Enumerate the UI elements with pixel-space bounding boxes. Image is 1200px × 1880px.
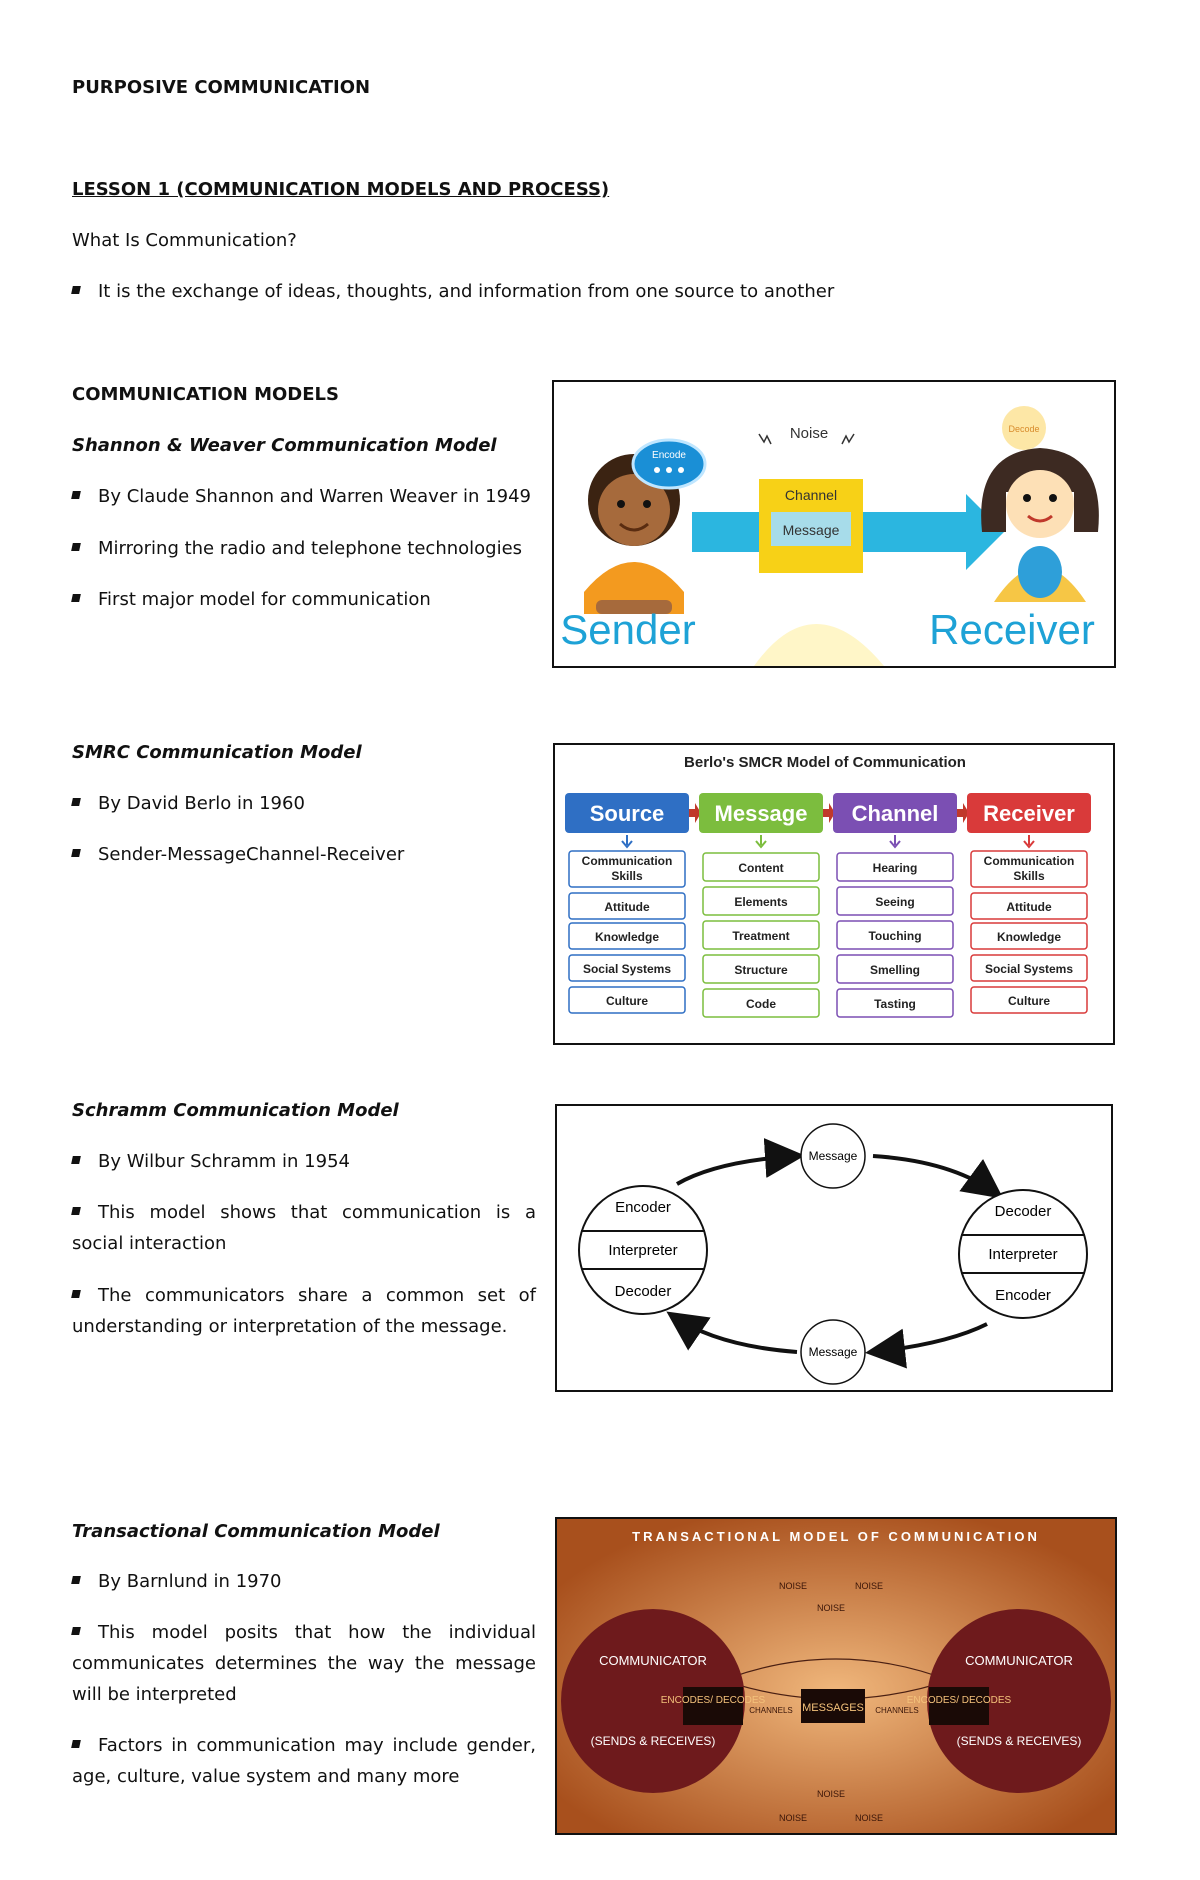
shannon-bullet-1: By Claude Shannon and Warren Weaver in 1949	[72, 485, 531, 509]
message-label: Message	[782, 522, 840, 538]
noise-label-1: NOISE	[778, 1581, 808, 1591]
document-title: PURPOSIVE COMMUNICATION	[72, 77, 371, 98]
schramm-bullet-1: By Wilbur Schramm in 1954	[72, 1150, 350, 1174]
arrow-to-encoder	[673, 1316, 797, 1352]
smcr-item-label: Touching	[868, 929, 922, 943]
right-interpreter-label: Interpreter	[988, 1246, 1058, 1263]
bullet-icon	[71, 1156, 81, 1164]
definition-bullet	[72, 280, 834, 304]
schramm-title: Schramm Communication Model	[72, 1100, 399, 1121]
decode-label: Decode	[1008, 424, 1040, 434]
smcr-down-arrow-icon	[890, 835, 900, 847]
smcr-item-label: Content	[738, 861, 784, 875]
shannon-bullet-3: First major model for communication	[72, 588, 431, 612]
shannon-bullet-2: Mirroring the radio and telephone technologies	[72, 537, 522, 561]
smcr-item-label: Hearing	[872, 861, 918, 875]
smcr-down-arrow-icon	[756, 835, 766, 847]
definition-text: It is the exchange of ideas, thoughts, and information from one source to another	[98, 281, 835, 302]
transactional-diagram	[557, 1519, 1115, 1833]
smcr-figure-title: Berlo's SMCR Model of Communication	[684, 754, 966, 771]
left-encoder-label: Encoder	[615, 1199, 671, 1216]
smcr-item-label: Elements	[734, 895, 788, 909]
shannon-figure	[552, 380, 1116, 668]
left-encodes-box	[683, 1687, 743, 1725]
right-encodes-box	[929, 1687, 989, 1725]
bullet-icon	[71, 1290, 81, 1298]
noise-label: Noise	[789, 425, 829, 442]
message-top-label: Message	[808, 1149, 858, 1163]
smcr-item-label: Treatment	[732, 929, 790, 943]
smcr-item-label: Knowledge	[996, 930, 1062, 944]
smcr-header-label: Source	[589, 801, 665, 826]
question-text: What Is Communication?	[72, 230, 297, 251]
schramm-bullet-2: This model shows that communication is a social interaction	[72, 1202, 536, 1254]
bullet-icon	[71, 286, 81, 294]
smcr-item-label: Skills	[611, 869, 643, 883]
sender-label: Sender	[560, 606, 696, 653]
receiver-illustration	[981, 406, 1099, 602]
message-bottom-label: Message	[808, 1345, 858, 1359]
bullet-icon	[71, 594, 81, 602]
smcr-bullet-1: By David Berlo in 1960	[72, 792, 305, 816]
channel-label: Channel	[784, 487, 838, 503]
bullet-icon	[71, 1207, 81, 1215]
bullet-icon	[71, 1627, 81, 1635]
transactional-figure-title: TRANSACTIONAL MODEL OF COMMUNICATION	[632, 1529, 1040, 1544]
smcr-item-label: Seeing	[875, 895, 915, 909]
left-communicator	[579, 1186, 707, 1314]
left-decoder-label: Decoder	[614, 1283, 672, 1300]
smcr-item-label: Culture	[606, 994, 648, 1008]
bullet-icon	[71, 491, 81, 499]
smcr-bullet-2: Sender-MessageChannel-Receiver	[72, 843, 404, 867]
smcr-column-channel	[833, 793, 969, 1017]
smcr-item-label: Culture	[1008, 994, 1050, 1008]
right-encodes-label: ENCODES/ DECODES	[906, 1695, 1012, 1706]
smcr-diagram	[555, 745, 1113, 1043]
smcr-item-label: Communication	[581, 854, 673, 868]
arrow-to-top-message	[677, 1156, 797, 1184]
smcr-column-source	[565, 793, 701, 1013]
right-decoder-label: Decoder	[994, 1203, 1052, 1220]
right-communicator-label: COMMUNICATOR	[965, 1653, 1073, 1668]
right-sends-label: (SENDS & RECEIVES)	[956, 1734, 1082, 1748]
bullet-icon	[71, 543, 81, 551]
transactional-bullet-1: By Barnlund in 1970	[72, 1570, 282, 1594]
noise-label-2: NOISE	[854, 1581, 884, 1591]
smcr-item-label: Social Systems	[984, 962, 1074, 976]
schramm-bullet-3: The communicators share a common set of understanding or interpretation of the message.	[72, 1285, 536, 1337]
bullet-icon	[71, 1740, 81, 1748]
smcr-item-label: Structure	[734, 963, 788, 977]
noise-label-4: NOISE	[816, 1789, 846, 1799]
smcr-column-receiver	[967, 793, 1091, 1013]
shannon-diagram	[554, 382, 1114, 666]
bullet-icon	[71, 1576, 81, 1584]
transactional-title: Transactional Communication Model	[72, 1521, 440, 1542]
noise-label-3: NOISE	[816, 1603, 846, 1613]
smcr-header-label: Channel	[851, 801, 939, 826]
noise-label-5: NOISE	[778, 1813, 808, 1823]
left-interpreter-label: Interpreter	[608, 1242, 678, 1259]
receiver-label: Receiver	[929, 606, 1095, 653]
right-channels-label: CHANNELS	[875, 1706, 919, 1715]
transactional-bullet-3: Factors in communication may include gender, age, culture, value system and many more	[72, 1735, 536, 1787]
smcr-item-label: Attitude	[1006, 900, 1052, 914]
left-communicator-label: COMMUNICATOR	[599, 1653, 707, 1668]
smcr-down-arrow-icon	[622, 835, 632, 847]
left-sends-label: (SENDS & RECEIVES)	[590, 1734, 716, 1748]
smcr-item-label: Skills	[1013, 869, 1045, 883]
smcr-figure	[553, 743, 1115, 1045]
schramm-figure	[555, 1104, 1113, 1392]
arrow-to-decoder	[873, 1156, 997, 1194]
smcr-title: SMRC Communication Model	[72, 742, 362, 763]
messages-label: MESSAGES	[802, 1702, 864, 1714]
smcr-item-label: Knowledge	[594, 930, 660, 944]
bullet-icon	[71, 849, 81, 857]
schramm-diagram	[557, 1106, 1111, 1390]
right-encoder-label: Encoder	[995, 1287, 1051, 1304]
smcr-header-label: Receiver	[983, 801, 1075, 826]
smcr-item-label: Tasting	[874, 997, 916, 1011]
smcr-item-label: Code	[746, 997, 776, 1011]
smcr-item-label: Social Systems	[582, 962, 672, 976]
transactional-figure	[555, 1517, 1117, 1835]
smcr-item-label: Attitude	[604, 900, 650, 914]
smcr-column-message	[699, 793, 835, 1017]
shannon-title: Shannon & Weaver Communication Model	[72, 435, 497, 456]
left-channels-label: CHANNELS	[749, 1706, 793, 1715]
models-heading: COMMUNICATION MODELS	[72, 384, 339, 405]
arrow-to-bottom-message	[873, 1324, 987, 1352]
encode-label: Encode	[652, 450, 686, 461]
smcr-item-label: Communication	[983, 854, 1075, 868]
right-communicator	[959, 1190, 1087, 1318]
encode-bubble	[633, 440, 705, 488]
lesson-heading: LESSON 1 (COMMUNICATION MODELS AND PROCESS)	[72, 179, 610, 200]
noise-label-6: NOISE	[854, 1813, 884, 1823]
smcr-down-arrow-icon	[1024, 835, 1034, 847]
sun-glow	[754, 624, 884, 666]
smcr-header-label: Message	[714, 801, 808, 826]
smcr-item-label: Smelling	[869, 963, 921, 977]
bullet-icon	[71, 798, 81, 806]
left-encodes-label: ENCODES/ DECODES	[660, 1695, 766, 1706]
transactional-bullet-2: This model posits that how the individual communicates determines the way the message will be interpreted	[72, 1622, 536, 1705]
